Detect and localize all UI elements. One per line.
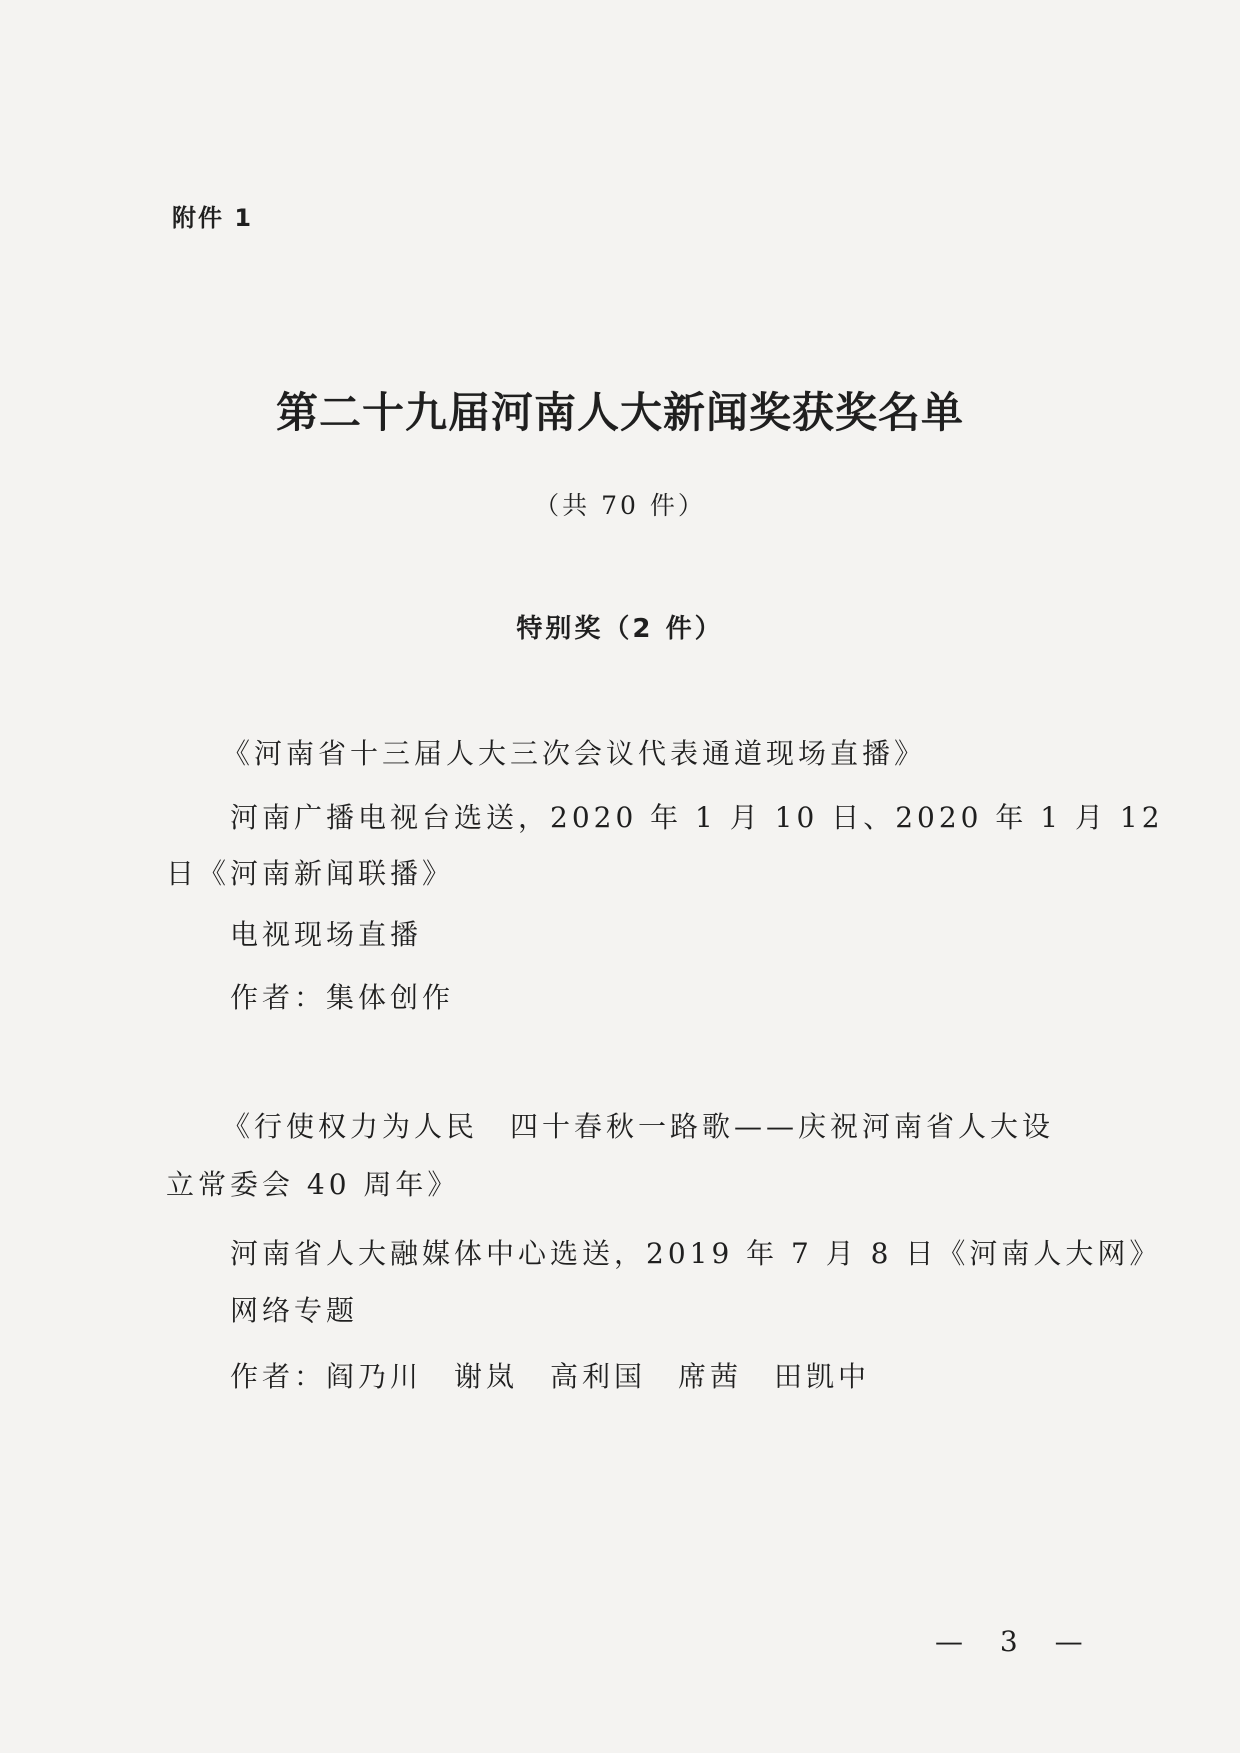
- page-number: — 3 —: [935, 1625, 1097, 1658]
- entry-1-authors: 作者：集体创作: [230, 981, 455, 1014]
- entry-2-category: 网络专题: [230, 1294, 359, 1327]
- entry-1-source-line-2: 日《河南新闻联播》: [166, 857, 455, 890]
- attachment-label: 附件 1: [172, 204, 254, 232]
- entry-2-source-line-1: 河南省人大融媒体中心选送，2019 年 7 月 8 日《河南人大网》: [230, 1237, 1162, 1270]
- entry-2-authors: 作者：阎乃川 谢岚 高利国 席茜 田凯中: [230, 1360, 871, 1393]
- entry-2-title-line-2: 立常委会 40 周年》: [166, 1168, 460, 1201]
- document-title: 第二十九届河南人大新闻奖获奖名单: [275, 388, 964, 437]
- entry-1-category: 电视现场直播: [230, 918, 423, 951]
- section-heading-special-award: 特别奖（2 件）: [516, 614, 724, 644]
- entry-2-title-line-1: 《行使权力为人民 四十春秋一路歌——庆祝河南省人大设: [222, 1110, 1055, 1143]
- document-subtitle: （共 70 件）: [534, 491, 706, 520]
- entry-1-source-line-1: 河南广播电视台选送，2020 年 1 月 10 日、2020 年 1 月 12: [230, 801, 1164, 834]
- entry-1-title: 《河南省十三届人大三次会议代表通道现场直播》: [222, 737, 927, 770]
